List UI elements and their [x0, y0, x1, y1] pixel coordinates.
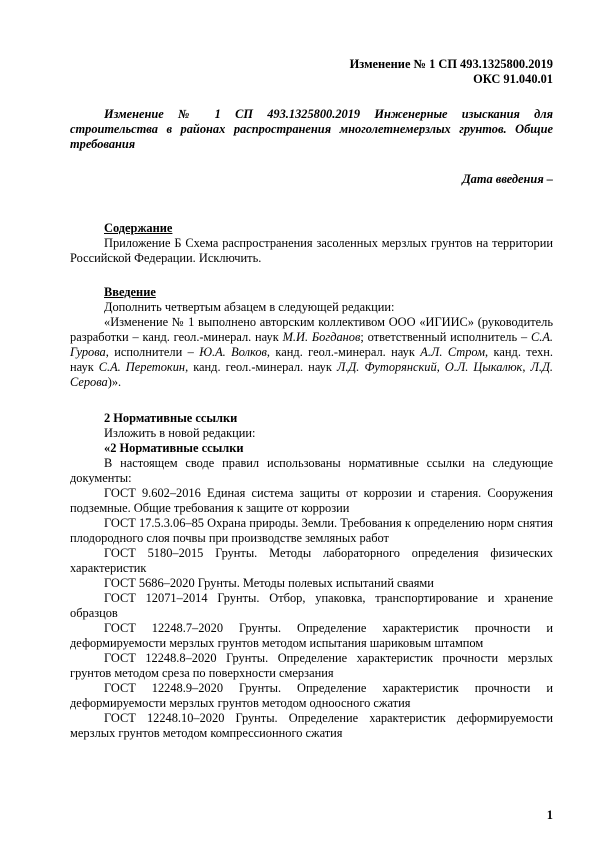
document-header: [70, 57, 553, 87]
reference-item: ГОСТ 5180–2015 Грунты. Методы лабораторного определения физических характеристик: [70, 546, 553, 575]
contents-heading: Содержание: [104, 221, 173, 235]
reference-item: ГОСТ 5686–2020 Грунты. Методы полевых испытаний сваями: [104, 576, 434, 590]
author-name: О.Л. Цыкалюк: [444, 360, 523, 374]
effective-date: [70, 172, 553, 187]
intro-text-1: «Изменение № 1 выполнено авторским коллективом ООО «ИГИИС» (руководитель разработки – канд. геол.-минерал. наук: [70, 315, 553, 344]
author-name: М.И. Богданов: [282, 330, 361, 344]
reference-item: ГОСТ 9.602–2016 Единая система защиты от коррозии и старения. Сооружения подземные. Общие требования к защите от коррозии: [70, 486, 553, 515]
intro-text-3: , исполнители –: [105, 345, 200, 359]
reference-item: ГОСТ 12248.7–2020 Грунты. Определение характеристик прочности и деформируемости мерзлых грунтов методом испытания шариковым штампом: [70, 621, 553, 650]
reference-item: ГОСТ 17.5.3.06–85 Охрана природы. Земли. Требования к определению норм снятия плодородного слоя почвы при производстве земляных работ: [70, 516, 553, 545]
intro-text-5: , канд. техн. наук: [70, 345, 553, 374]
intro-text-8: ,: [522, 360, 531, 374]
reference-item: ГОСТ 12248.8–2020 Грунты. Определение характеристик прочности мерзлых грунтов методом среза по поверхности смерзания: [70, 651, 553, 680]
page-number: 1: [546, 808, 553, 822]
change-designation: Изменение № 1 СП 493.1325800.2019: [349, 57, 553, 71]
contents-section: [70, 221, 553, 266]
refs-subheading: «2 Нормативные ссылки: [104, 441, 244, 455]
reference-item: ГОСТ 12071–2014 Грунты. Отбор, упаковка, транспортирование и хранение образцов: [70, 591, 553, 620]
reference-item: ГОСТ 12248.10–2020 Грунты. Определение характеристик деформируемости мерзлых грунтов методом компрессионного сжатия: [70, 711, 553, 740]
normative-references-section: [70, 411, 553, 741]
oks-code: ОКС 91.040.01: [473, 72, 553, 86]
effective-date-label: Дата введения –: [462, 172, 553, 186]
refs-heading: 2 Нормативные ссылки: [104, 411, 238, 425]
refs-instruction: Изложить в новой редакции:: [104, 426, 256, 440]
author-name: С.А. Гурова: [70, 330, 553, 359]
author-name: А.Л. Стром: [420, 345, 486, 359]
intro-text-2: ; ответственный исполнитель –: [360, 330, 531, 344]
title-text: Изменение № 1 СП 493.1325800.2019 Инженерные изыскания для строительства в районах распространения многолетнемерзлых грунтов. Общие требования: [70, 107, 553, 151]
contents-text: Приложение Б Схема распространения засоленных мерзлых грунтов на территории Российской Федерации. Исключить.: [70, 236, 553, 265]
reference-item: ГОСТ 12248.9–2020 Грунты. Определение характеристик прочности и деформируемости мерзлых грунтов методом одноосного сжатия: [70, 681, 553, 710]
author-name: Ю.А. Волков: [199, 345, 267, 359]
document-title: [70, 107, 553, 152]
intro-text-6: , канд. геол.-минерал. наук: [185, 360, 337, 374]
intro-text-9: )».: [107, 375, 122, 389]
intro-instruction: Дополнить четвертым абзацем в следующей редакции:: [104, 300, 395, 314]
intro-paragraph: [70, 315, 553, 390]
author-name: С.А. Перетокин: [98, 360, 186, 374]
author-name: Л.Д. Футорянский: [336, 360, 437, 374]
intro-text-7: ,: [436, 360, 445, 374]
intro-text-4: , канд. геол.-минерал. наук: [266, 345, 421, 359]
intro-heading: Введение: [104, 285, 156, 299]
refs-lead: В настоящем своде правил использованы нормативные ссылки на следующие документы:: [70, 456, 553, 485]
author-name: Л.Д. Серова: [70, 360, 553, 389]
intro-section: [70, 285, 553, 390]
